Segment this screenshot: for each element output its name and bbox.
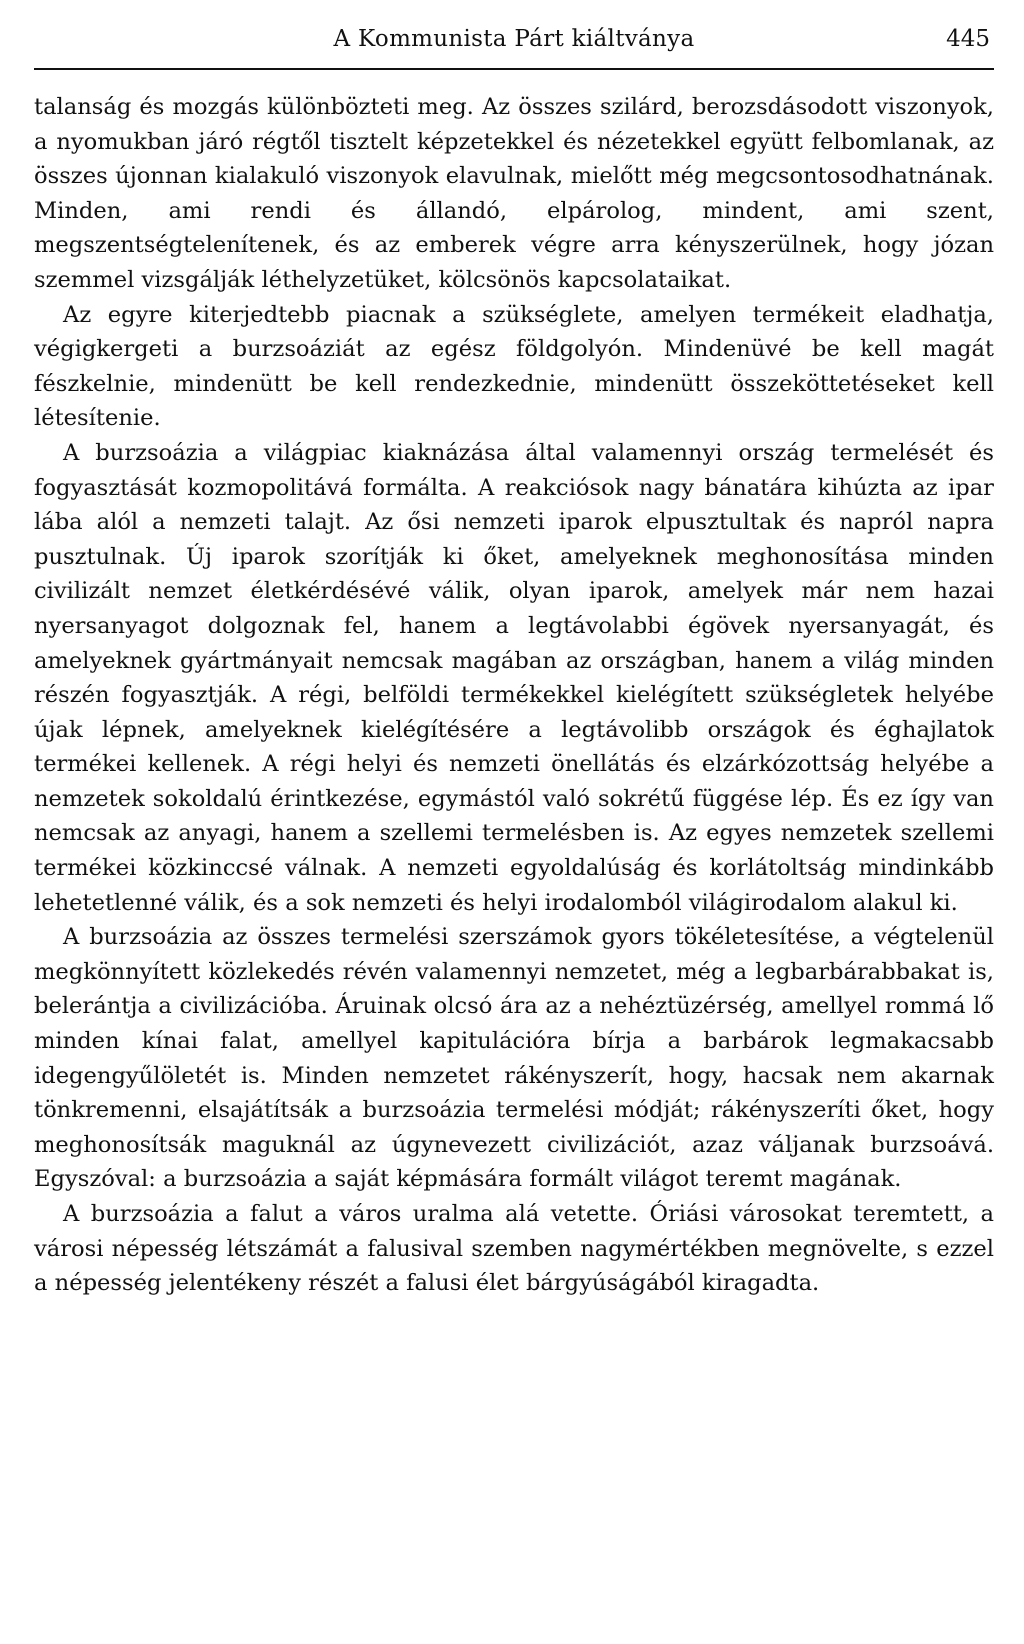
header-rule [34,68,994,70]
running-header [34,18,994,58]
paragraph-continued: talanság és mozgás különbözteti meg. Az összes szilárd, berozsdásodott viszonyok, a nyomukban járó régtől tisztelt képzetekkel és nézetekkel együtt felbomlanak, az összes újonnan kialakuló viszonyok elavulnak, mielőtt még megcsontosodhatnának. Minden, ami rendi és állandó, elpárolog, mindent, ami szent, megszentségtelenítenek, és az emberek végre arra kényszerülnek, hogy józan szemmel vizsgálják léthelyzetüket, kölcsönös kapcsolataikat. [34,94,994,293]
body-text [34,90,994,1301]
paragraph: A burzsoázia a falut a város uralma alá vetette. Óriási városokat teremtett, a városi népesség létszámát a falusival szemben nagymértékben megnövelte, s ezzel a népesség jelentékeny részét a falusi élet bárgyúságából kiragadta. [34,1201,994,1297]
paragraph: A burzsoázia a világpiac kiaknázása által valamennyi ország termelését és fogyasztását kozmopolitává formálta. A reakciósok nagy bánatára kihúzta az ipar lába alól a nemzeti talajt. Az ősi nemzeti iparok elpusztultak és napról napra pusztulnak. Új iparok szorítják ki őket, amelyeknek meghonosítása minden civilizált nemzet életkérdésévé válik, olyan iparok, amelyek már nem hazai nyersanyagot dolgoznak fel, hanem a legtávolabbi égövek nyersanyagát, és amelyeknek gyártmányait nemcsak magában az országban, hanem a világ minden részén fogyasztják. A régi, belföldi termékekkel kielégített szükségletek helyébe újak lépnek, amelyeknek kielégítésére a legtávolibb országok és éghajlatok termékei kellenek. A régi helyi és nemzeti önellátás és elzárkózottság helyébe a nemzetek sokoldalú érintkezése, egymástól való sokrétű függése lép. És ez így van nemcsak az anyagi, hanem a szellemi termelésben is. Az egyes nemzetek szellemi termékei közkinccsé válnak. A nemzeti egyoldalúság és korlátoltság mindinkább lehetetlenné válik, és a sok nemzeti és helyi irodalomból világirodalom alakul ki. [34,439,994,916]
paragraph: A burzsoázia az összes termelési szerszámok gyors tökéletesítése, a végtelenül megkönnyített közlekedés révén valamennyi nemzetet, még a legbarbárabbakat is, belerántja a civilizációba. Áruinak olcsó ára az a nehéztüzérség, amellyel rommá lő minden kínai falat, amellyel kapitulációra bírja a barbárok legmakacsabb idegengyűlöletét is. Minden nemzetet rákényszerít, hogy, hacsak nem akarnak tönkremenni, elsajátítsák a burzsoázia termelési módját; rákényszeríti őket, hogy meghonosítsák maguknál az úgynevezett civilizációt, azaz váljanak burzsoává. Egyszóval: a burzsoázia a saját képmására formált világot teremt magának. [34,924,994,1193]
page-number: 445 [946,26,990,52]
running-title: A Kommunista Párt kiáltványa [333,26,695,52]
book-page [34,18,994,1628]
paragraph: Az egyre kiterjedtebb piacnak a szükséglete, amelyen termékeit eladhatja, végigkergeti a burzsoáziát az egész földgolyón. Mindenüvé be kell magát fészkelnie, mindenütt be kell rendezkednie, mindenütt összeköttetéseket kell létesítenie. [34,301,994,432]
